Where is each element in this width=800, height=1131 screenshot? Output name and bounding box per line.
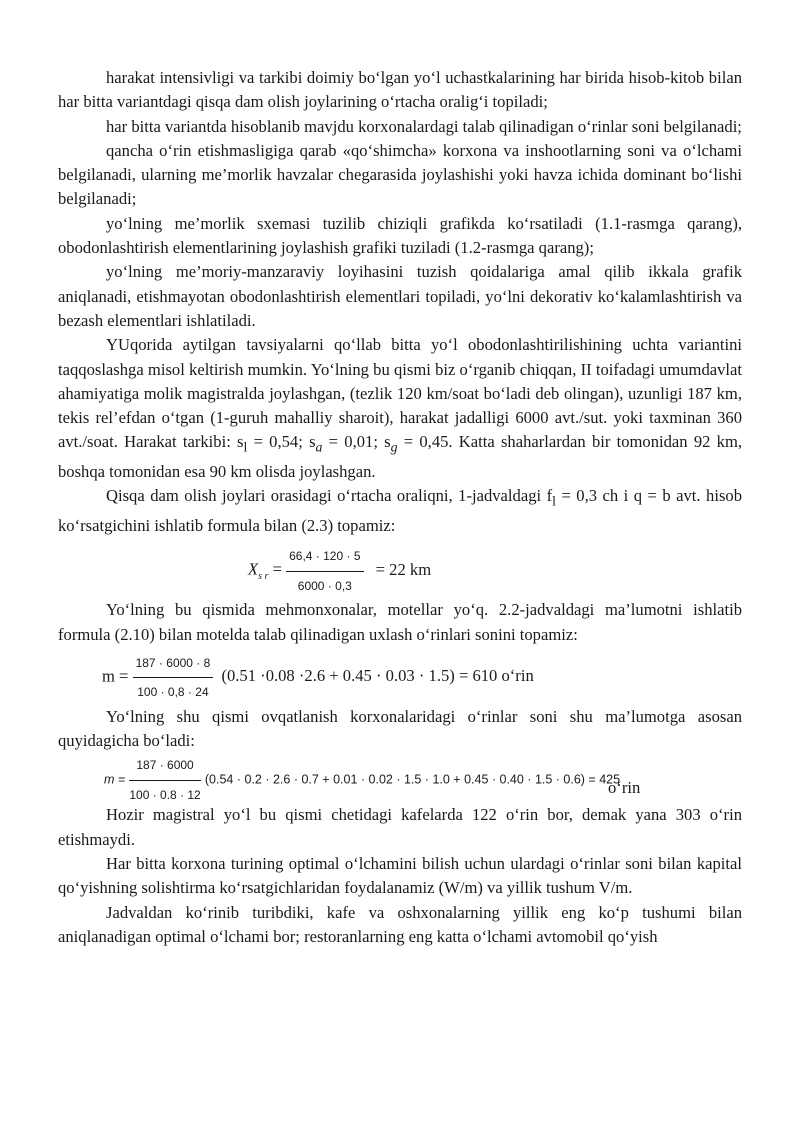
- paragraph-5: yo‘lning me’moriy-manzaraviy loyihasini tuzish qoidalariga amal qilib ikkala grafik aniqlanadi, etishmayotan obodonlashtirish elementlari topiladi, yo‘lni dekorativ ko‘kalamlashtirish va bezash elementlari ishlatiladi.: [58, 262, 742, 330]
- formula-3-unit: o‘rin: [608, 778, 641, 798]
- document-body: [58, 66, 742, 949]
- subscript-l: l: [552, 493, 556, 509]
- formula-2-denominator: 100 · 0,8 · 24: [137, 685, 209, 700]
- formula-3-fraction: [129, 753, 200, 807]
- paragraph-1: harakat intensivligi va tarkibi doimiy bo‘lgan yo‘l uchastkalarining har birida hisob-kitob bilan har bitta variantdagi qisqa dam olish joylarining o‘rtacha oralig‘i topiladi;: [58, 68, 742, 112]
- paragraph-8: Yo‘lning bu qismida mehmonxonalar, motellar yo‘q. 2.2-jadvaldagi ma’lumotni ishlatib formula (2.10) bilan motelda talab qilinadigan uxlash o‘rinlari sonini topamiz:: [58, 600, 742, 644]
- formula-3-rest: (0.54 · 0.2 · 2.6 · 0.7 + 0.01 · 0.02 · 1.5 · 1.0 + 0.45 · 0.40 · 1.5 · 0.6) = 425: [204, 773, 621, 788]
- paragraph-6-text-d: = 0,45. Katta shaharlardan bir tomonidan 92 km, boshqa tomonidan esa 90 km olisda joylashgan.: [58, 432, 743, 482]
- formula-3-denominator: 100 · 0.8 · 12: [129, 787, 201, 802]
- formula-1-equals: =: [268, 559, 282, 579]
- subscript-l: l: [243, 439, 248, 455]
- paragraph-7-text-a: Qisqa dam olish joylari orasidagi o‘rtacha oraliqni, 1-jadvaldagi f: [106, 486, 553, 506]
- paragraph-6-text-b: = 0,54; s: [247, 432, 316, 452]
- paragraph-6: [58, 333, 742, 484]
- formula-3-lhs: m =: [104, 773, 126, 788]
- paragraph-4: yo‘lning me’morlik sxemasi tuzilib chiziqli grafikda ko‘rsatiladi (1.1-rasmga qarang), obodonlashtirish elementlarining joylashish grafiki tuziladi (1.2-rasmga qarang);: [58, 213, 742, 258]
- formula-2-numerator: 187 · 6000 · 8: [133, 651, 214, 678]
- paragraph-12: Jadvaldan ko‘rinib turibdiki, kafe va oshxonalarning yillik eng ko‘p tushumi bilan aniqlanadigan optimal o‘lchami bor; restoranlarning eng katta o‘lchami avtomobil qo‘yish: [58, 902, 742, 946]
- formula-1-lhs-sub: s r: [258, 571, 269, 583]
- paragraph-10: Hozir magistral yo‘l bu qismi chetidagi kafelarda 122 o‘rin bor, demak yana 303 o‘rin etishmaydi.: [58, 805, 742, 849]
- paragraph-7: [58, 484, 742, 538]
- formula-1-fraction: [286, 544, 363, 598]
- formula-motel-beds: [58, 647, 742, 705]
- paragraph-11: Har bitta korxona turining optimal o‘lchamini bilish uchun ulardagi o‘rinlar soni bilan kapital qo‘yishning solishtirma ko‘rsatgichlaridan foydalanamiz (W/m) va yillik tushum V/m.: [58, 854, 742, 898]
- formula-2-fraction: [133, 651, 214, 705]
- formula-3-numerator: 187 · 6000: [129, 753, 200, 780]
- paragraph-6-text-c: = 0,01; s: [322, 432, 391, 452]
- formula-1-result: = 22 km: [375, 559, 432, 579]
- formula-2-rest: (0.51 ·0.08 ·2.6 + 0.45 · 0.03 · 1.5) = 610 o‘rin: [221, 666, 534, 686]
- paragraph-3: qancha o‘rin etishmasligiga qarab «qo‘shimcha» korxona va inshootlarning soni va o‘lchami belgilanadi, ularning me’morlik havzalar chegarasida joylashishi yoki havza ichida dominant bo‘lishi belgilanadi;: [58, 140, 742, 209]
- formula-average-distance: [58, 538, 742, 598]
- paragraph-7-text-b: = 0,3 ch i q = b avt. hisob ko‘rsatgichini ishlatib formula bilan (2.3) topamiz:: [58, 486, 742, 535]
- formula-1-denominator: 6000 · 0,3: [297, 578, 352, 593]
- formula-1-lhs: X: [248, 559, 259, 579]
- paragraph-9: Yo‘lning shu qismi ovqatlanish korxonalaridagi o‘rinlar soni shu ma’lumotga asosan quyidagicha bo‘ladi:: [58, 706, 742, 751]
- paragraph-2: har bitta variantda hisoblanib mavjdu korxonalardagi talab qilinadigan o‘rinlar soni belgilanadi;: [106, 116, 742, 136]
- formula-1-numerator: 66,4 · 120 · 5: [286, 544, 363, 571]
- formula-2-lhs: m =: [102, 666, 129, 686]
- paragraph-6-text-a: YUqorida aytilgan tavsiyalarni qo‘llab bitta yo‘l obodonlashtirilishining uchta variantini taqqoslashga misol keltirish mumkin. Yo‘lning bu qismi biz o‘rganib chiqqan, II toifadagi umumdavlat ahamiyatiga molik magistralda joylashgan, (tezlik 120 km/soat bo‘ladi deb olingan), uzunligi 187 km, tekis rel’efdan o‘tgan (1-guruh mahalliy sharoit), harakat jadalligi 6000 avt./sut. yoki taxminan 360 avt./soat. Harakat tarkibi: s: [58, 335, 742, 452]
- formula-catering-seats: [58, 753, 742, 803]
- subscript-a: a: [315, 439, 323, 455]
- subscript-g: g: [390, 439, 398, 455]
